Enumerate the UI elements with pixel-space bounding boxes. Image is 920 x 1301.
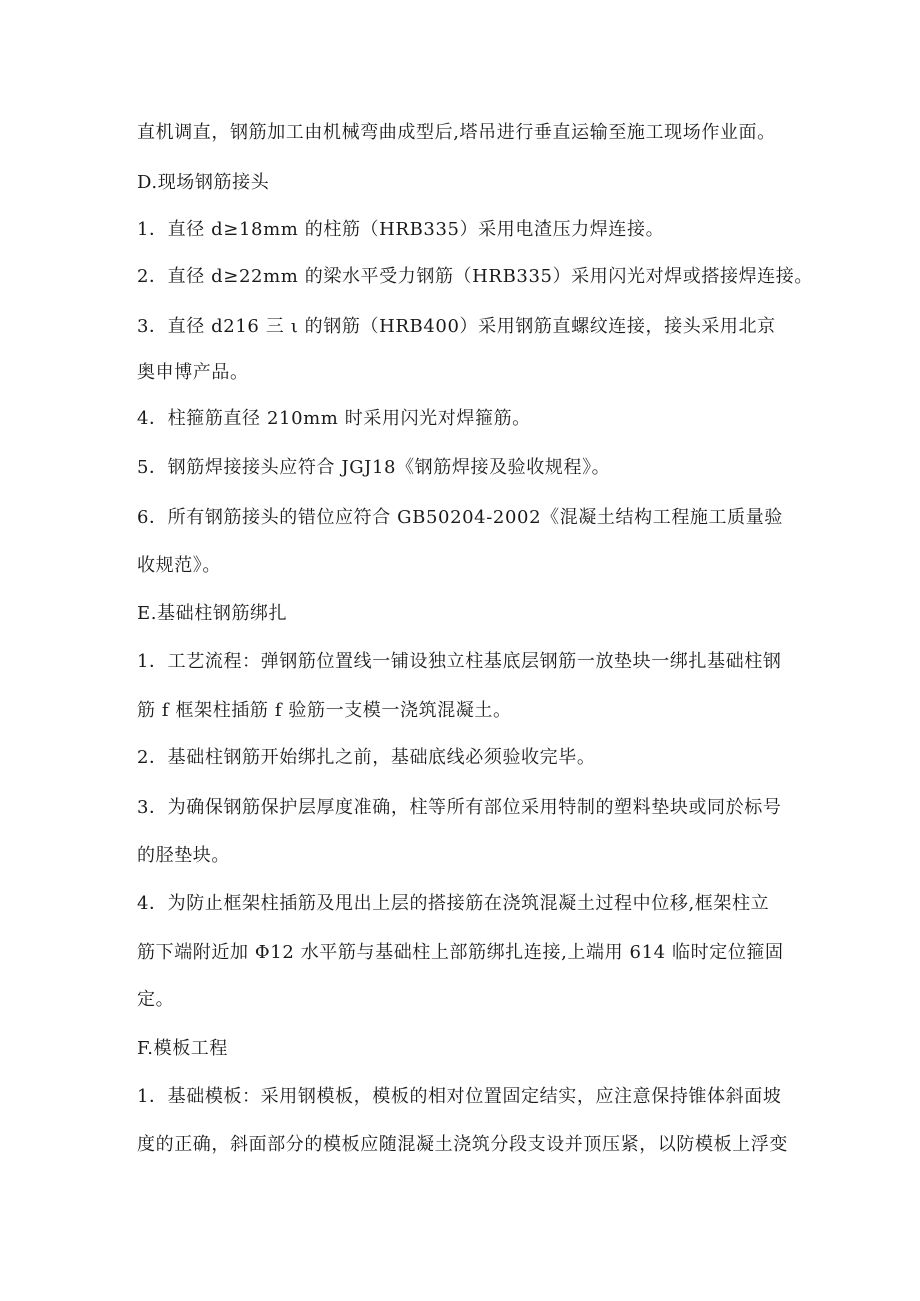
section-heading-d: D.现场钢筋接头 (137, 172, 270, 193)
text-line-19: 定。 (137, 989, 175, 1010)
text-line-17: 4．为防止框架柱插筋及甩出上层的搭接筋在浇筑混凝土过程中位移,框架柱立 (137, 893, 770, 914)
text-line-14: 2．基础柱钢筋开始绑扎之前，基础底线必须验收完毕。 (137, 747, 596, 768)
text-line-7: 4．柱箍筋直径 210mm 时采用闪光对焊箍筋。 (137, 408, 531, 429)
text-line-4: 2．直径 d≥22mm 的梁水平受力钢筋（HRB335）采用闪光对焊或搭接焊连接。 (137, 266, 813, 287)
text-line-5: 3．直径 d216 三 ι 的钢筋（HRB400）采用钢筋直螺纹连接，接头采用北京 (137, 316, 776, 337)
text-line-18: 筋下端附近加 Φ12 水平筋与基础柱上部筋绑扎连接,上端用 614 临时定位箍固 (137, 942, 784, 963)
text-line-12: 1．工艺流程：弹钢筋位置线一铺设独立柱基底层钢筋一放垫块一绑扎基础柱钢 (137, 651, 782, 672)
text-line-9: 6．所有钢筋接头的错位应符合 GB50204-2002《混凝土结构工程施工质量验 (137, 507, 783, 528)
text-line-16: 的胫垫块。 (137, 845, 230, 866)
text-line-22: 度的正确，斜面部分的模板应随混凝土浇筑分段支设并顶压紧，以防模板上浮变 (137, 1134, 788, 1155)
text-line-13: 筋 f 框架柱插筋 f 验筋一支模一浇筑混凝土。 (137, 700, 512, 721)
text-line-6: 奥申博产品。 (137, 362, 249, 383)
text-line-10: 收规范》。 (137, 555, 221, 576)
section-heading-f: F.模板工程 (137, 1038, 229, 1059)
text-line-15: 3．为确保钢筋保护层厚度准确，柱等所有部位采用特制的塑料垫块或同於标号 (137, 797, 782, 818)
text-line-21: 1．基础模板：采用钢模板，模板的相对位置固定结实，应注意保持锥体斜面坡 (137, 1086, 782, 1107)
text-line-1: 直机调直，钢筋加工由机械弯曲成型后,塔吊进行垂直运输至施工现场作业面。 (137, 122, 776, 143)
text-line-3: 1．直径 d≥18mm 的柱筋（HRB335）采用电渣压力焊连接。 (137, 219, 665, 240)
section-heading-e: E.基础柱钢筋绑扎 (137, 603, 288, 624)
text-line-8: 5．钢筋焊接接头应符合 JGJ18《钢筋焊接及验收规程》。 (137, 457, 611, 478)
